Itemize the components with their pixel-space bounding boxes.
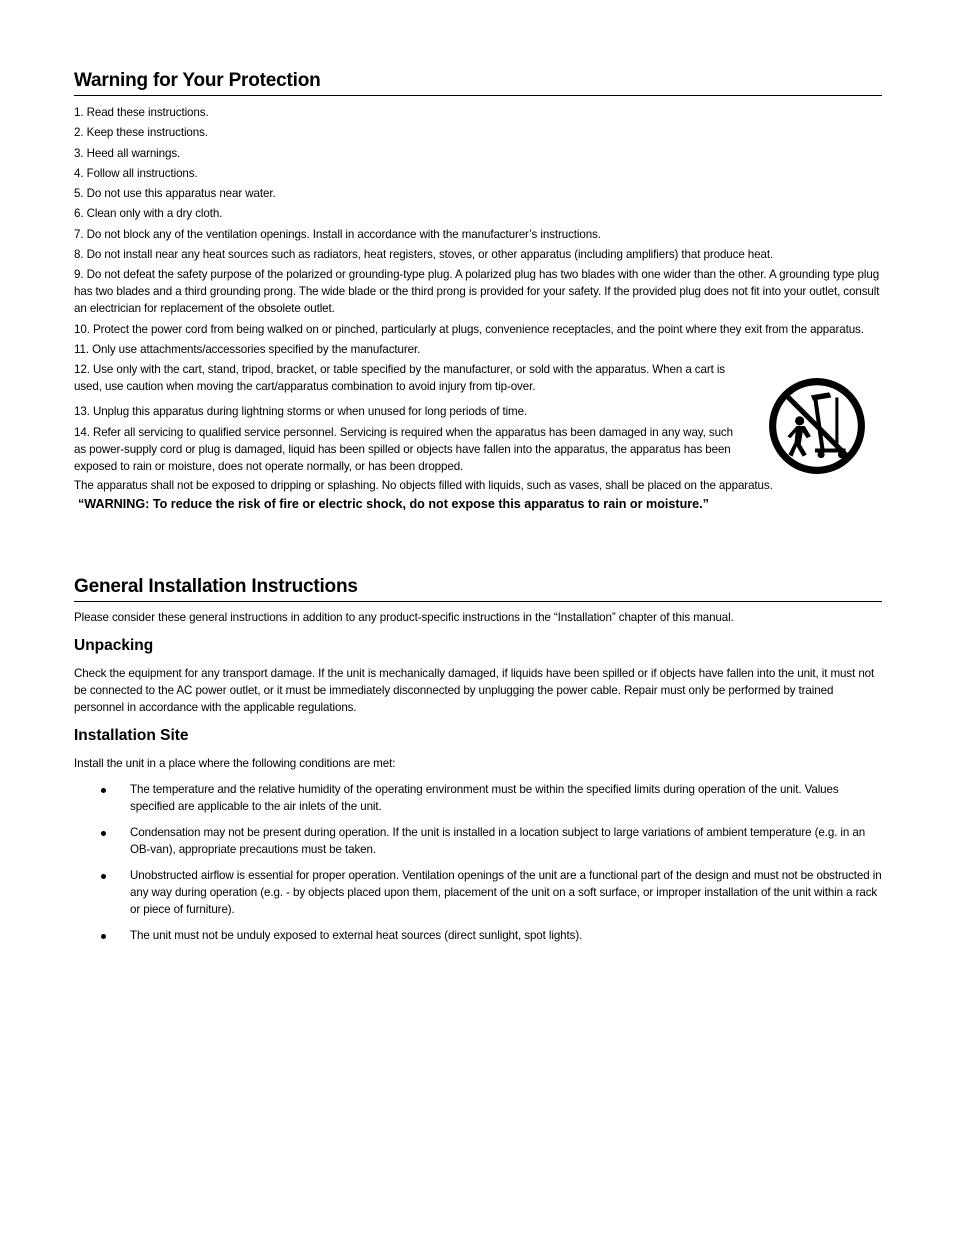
- cart-tip-over-warning-icon: [766, 375, 868, 477]
- warning-item-4: 4. Follow all instructions.: [74, 166, 198, 180]
- rain-moisture-warning: “WARNING: To reduce the risk of fire or electric shock, do not expose this apparatus to rain or moisture.”: [78, 496, 709, 511]
- warning-section-title: Warning for Your Protection: [74, 70, 882, 96]
- warning-list: [74, 104, 882, 511]
- warning-item-12: 12. Use only with the cart, stand, tripod, bracket, or table specified by the manufacturer, or sold with the apparatus. When a cart is used, use caution when moving the cart/apparatus combination to avoid injury from tip-over.: [74, 363, 726, 394]
- warning-item-6: 6. Clean only with a dry cloth.: [74, 207, 223, 221]
- list-item: [74, 927, 882, 944]
- warning-item-10: 10. Protect the power cord from being walked on or pinched, particularly at plugs, convenience receptacles, and the point where they exit from the apparatus.: [74, 322, 864, 336]
- bullet-icon: [101, 831, 106, 836]
- list-item-text: The temperature and the relative humidity of the operating environment must be within the specified limits during operation of the unit. Values specified are applicable to the air inlets of the unit.: [130, 783, 839, 813]
- installation-site-heading: Installation Site: [74, 727, 189, 744]
- list-item: [74, 781, 882, 815]
- list-item-text: The unit must not be unduly exposed to external heat sources (direct sunlight, spot lights).: [130, 929, 583, 942]
- warning-item-1: 1. Read these instructions.: [74, 106, 209, 119]
- warning-item-13: 13. Unplug this apparatus during lightning storms or when unused for long periods of time.: [74, 405, 528, 419]
- warning-item-5: 5. Do not use this apparatus near water.: [74, 187, 276, 201]
- list-item-text: Condensation may not be present during operation. If the unit is installed in a location subject to large variations of ambient temperature (e.g. in an OB-van), appropriate precautions must be taken.: [130, 826, 866, 856]
- installation-site-list: [74, 781, 882, 953]
- installation-site-intro: Install the unit in a place where the following conditions are met:: [74, 757, 396, 770]
- list-item: [74, 824, 882, 858]
- list-item-text: Unobstructed airflow is essential for proper operation. Ventilation openings of the unit are a functional part of the design and must not be obstructed in any way during operation (e.g. - by objects placed upon them, placement of the unit on a soft surface, or improper installation of the unit within a rack or piece of furniture).: [130, 869, 882, 916]
- dripping-note: The apparatus shall not be exposed to dripping or splashing. No objects filled with liquids, such as vases, shall be placed on the apparatus.: [74, 478, 773, 492]
- warning-item-7: 7. Do not block any of the ventilation openings. Install in accordance with the manufacturer’s instructions.: [74, 227, 601, 241]
- list-item: [74, 867, 882, 918]
- bullet-icon: [101, 934, 106, 939]
- unpacking-heading: Unpacking: [74, 637, 154, 654]
- warning-item-3: 3. Heed all warnings.: [74, 146, 181, 160]
- warning-item-8: 8. Do not install near any heat sources such as radiators, heat registers, stoves, or other apparatus (including amplifiers) that produce heat.: [74, 248, 774, 262]
- unpacking-text: Check the equipment for any transport damage. If the unit is mechanically damaged, if liquids have been spilled or if objects have fallen into the unit, it must not be connected to the AC power outlet, or it must be immediately disconnected by unplugging the power cable. Repair must only be performed by trained personnel in accordance with the applicable regulations.: [74, 667, 875, 714]
- bullet-icon: [101, 874, 106, 879]
- warning-item-11: 11. Only use attachments/accessories specified by the manufacturer.: [74, 342, 421, 356]
- warning-item-14: 14. Refer all servicing to qualified service personnel. Servicing is required when the apparatus has been damaged in any way, such as power-supply cord or plug is damaged, liquid has been spilled or objects have fallen into the apparatus, the apparatus has been exposed to rain or moisture, does not operate normally, or has been dropped.: [74, 425, 733, 473]
- warning-item-9: 9. Do not defeat the safety purpose of the polarized or grounding-type plug. A polarized plug has two blades with one wider than the other. A grounding type plug has two blades and a third grounding prong. The wide blade or the third prong is provided for your safety. If the provided plug does not fit into your outlet, consult an electrician for replacement of the obsolete outlet.: [74, 268, 880, 316]
- bullet-icon: [101, 788, 106, 793]
- warning-item-2: 2. Keep these instructions.: [74, 126, 208, 140]
- installation-section-title: General Installation Instructions: [74, 576, 882, 602]
- installation-intro: Please consider these general instructions in addition to any product-specific instructions in the “Installation” chapter of this manual.: [74, 611, 734, 624]
